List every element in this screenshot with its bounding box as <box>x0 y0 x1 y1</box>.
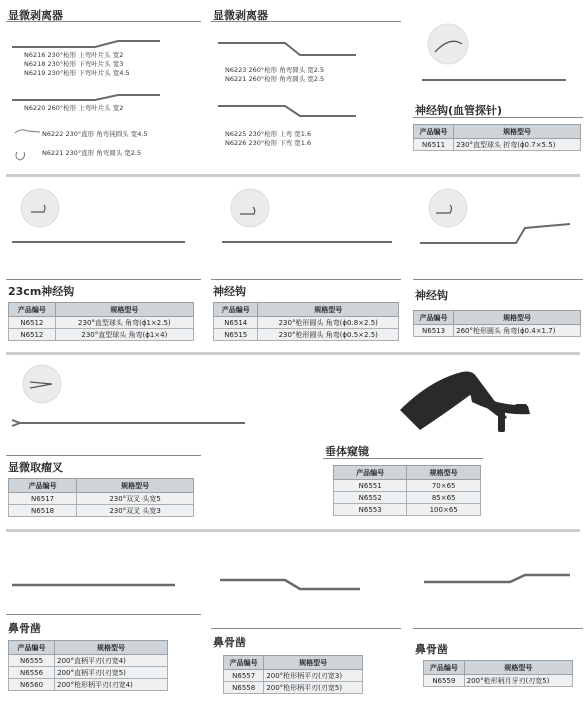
section-divider <box>6 352 580 355</box>
title-underline <box>211 628 401 629</box>
table-row: N6552 85×65 <box>334 492 481 504</box>
table-row: N6518 230°双叉 头宽3 <box>9 505 194 517</box>
title-underline <box>6 455 201 456</box>
spec-table-fork: 产品编号 规格型号 N6517 230°双叉 头宽5 N6518 230°双叉 头宽3 <box>8 478 194 517</box>
spec-table-hook-c: 产品编号 规格型号 N6513 260°枪形圆头 角弯(ϕ0.4×1.7) <box>413 310 581 337</box>
table-row: N6559 200°枪形柄月牙刃(刃宽5) <box>424 675 573 687</box>
label-n6220: N6220 260°枪形 上弯叶片头 宽2 <box>24 104 124 112</box>
table-row: N6517 230°双叉 头宽5 <box>9 493 194 505</box>
table-row: N6515 230°枪形圆头 角弯(ϕ0.5×2.5) <box>214 329 399 341</box>
section-title-micro-dissector-a: 显微剥离器 <box>8 9 63 22</box>
spec-table-hook23: 产品编号 规格型号 N6512 230°直型球头 角弯(ϕ1×2.5) N6512 230°直型球头 角弯(ϕ1×4) <box>8 302 194 341</box>
title-underline <box>413 117 583 118</box>
section-title-fork: 显微取瘤叉 <box>8 461 63 474</box>
spec-table-hook-probe <box>413 124 581 151</box>
col-head-spec: 规格型号 <box>454 125 581 139</box>
table-row: N6553 100×65 <box>334 504 481 516</box>
table-row: N6555 200°直柄平刃(刃宽4) <box>9 655 168 667</box>
label-n6225: N6225 230°枪形 上弯 宽1.6 <box>225 130 312 138</box>
label-n6223: N6223 260°枪形 角弯圆头 宽2.5 <box>225 66 325 74</box>
section-title-hook-b: 神经钩 <box>213 285 246 298</box>
title-underline <box>413 279 583 280</box>
instrument-tip-details <box>15 130 40 160</box>
table-row: N6512 230°直型球头 角弯(ϕ1×4) <box>9 329 194 341</box>
section-title-chisel-b: 鼻骨凿 <box>213 636 246 649</box>
speculum-illustration <box>400 372 530 433</box>
title-underline <box>413 628 583 629</box>
table-row: N6557 200°枪形柄平刃(刃宽3) <box>224 670 363 682</box>
section-divider <box>6 174 580 177</box>
label-n6218: N6218 230°枪形 下弯叶片头 宽3 <box>24 60 124 68</box>
table-row: N6512 230°直型球头 角弯(ϕ1×2.5) <box>9 317 194 329</box>
label-n6219: N6219 230°枪形 下弯叶片头 宽4.5 <box>24 69 130 77</box>
labels-group1 <box>24 51 130 78</box>
table-row: N6560 200°枪形柄平刃(刃宽4) <box>9 679 168 691</box>
spec-table-chisel-c: 产品编号 规格型号 N6559 200°枪形柄月牙刃(刃宽5) <box>423 660 573 687</box>
col-head-code: 产品编号 <box>414 125 454 139</box>
spec-table-chisel-a: 产品编号 规格型号 N6555 200°直柄平刃(刃宽4) N6556 200°直柄平刃(刃宽5) N6560 200°枪形柄平刃(刃宽4) <box>8 640 168 691</box>
title-underline <box>6 279 201 280</box>
table-row: N6511 230°直型球头 折弯(ϕ0.7×5.5) <box>414 139 581 151</box>
section-title-chisel-c: 鼻骨凿 <box>415 643 448 656</box>
label-n6221a: N6221 230°直形 角弯圆头 宽2.5 <box>42 149 142 157</box>
table-row: N6513 260°枪形圆头 角弯(ϕ0.4×1.7) <box>414 325 581 337</box>
section-title-speculum: 垂体窥镜 <box>325 445 369 458</box>
title-underline <box>323 458 483 459</box>
section-title-chisel-a: 鼻骨凿 <box>8 622 41 635</box>
table-row: N6514 230°枪形圆头 角弯(ϕ0.8×2.5) <box>214 317 399 329</box>
section-title-micro-dissector-b: 显微剥离器 <box>213 9 268 22</box>
section-title-hook-probe: 神经钩(血管探针) <box>415 104 503 117</box>
labels-group2 <box>225 66 324 84</box>
spec-table-hook-b: 产品编号 规格型号 N6514 230°枪形圆头 角弯(ϕ0.8×2.5) N6515 230°枪形圆头 角弯(ϕ0.5×2.5) <box>213 302 399 341</box>
label-n6216: N6216 230°枪形 上弯叶片头 宽2 <box>24 51 124 59</box>
label-n6221b: N6221 260°枪形 角弯圆头 宽2.5 <box>225 75 325 83</box>
table-row: N6551 70×65 <box>334 480 481 492</box>
title-underline <box>6 614 201 615</box>
table-row: N6558 200°枪形柄平刃(刃宽5) <box>224 682 363 694</box>
table-row: N6556 200°直柄平刃(刃宽5) <box>9 667 168 679</box>
section-divider <box>6 529 580 532</box>
section-title-hook-c: 神经钩 <box>415 289 448 302</box>
section-title-hook23: 23cm神经钩 <box>8 285 75 298</box>
label-n6222: N6222 230°直形 角弯钝圆头 宽4.5 <box>42 130 148 138</box>
spec-table-speculum: 产品编号 规格型号 N6551 70×65 N6552 85×65 N6553 100×65 <box>333 465 481 516</box>
label-n6226: N6226 230°枪形 下弯 宽1.6 <box>225 139 312 147</box>
title-underline <box>211 279 401 280</box>
spec-table-chisel-b: 产品编号 规格型号 N6557 200°枪形柄平刃(刃宽3) N6558 200°枪形柄平刃(刃宽5) <box>223 655 363 694</box>
labels-group3 <box>225 130 311 148</box>
